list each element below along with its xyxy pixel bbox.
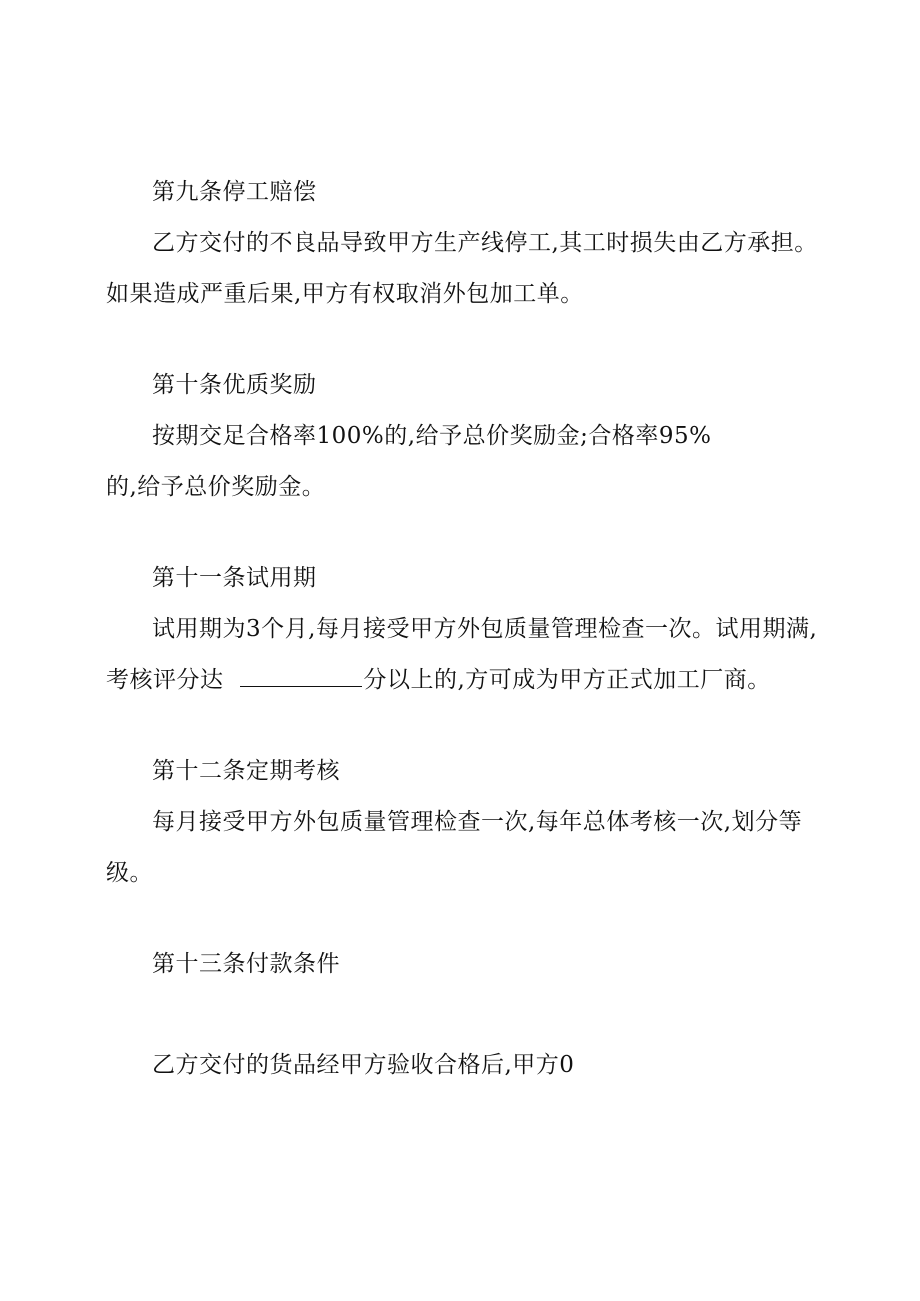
blank-suffix-text: 分以上的,方可成为甲方正式加工厂商。 <box>363 667 771 693</box>
fill-in-blank <box>240 666 362 687</box>
paragraph-line: 每月接受甲方外包质量管理检查一次,每年总体考核一次,划分等 <box>152 809 803 835</box>
paragraph-line: 的,给予总价奖励金。 <box>106 474 326 500</box>
paragraph-line: 乙方交付的货品经甲方验收合格后,甲方0 <box>152 1052 575 1078</box>
article-heading: 第九条停工赔偿 <box>152 179 317 205</box>
blank-prefix-text: 考核评分达 <box>106 667 224 693</box>
paragraph-line: 按期交足合格率100%的,给予总价奖励金;合格率95% <box>152 423 712 449</box>
paragraph-line: 试用期为3个月,每月接受甲方外包质量管理检查一次。试用期满, <box>152 616 818 642</box>
article-heading: 第十一条试用期 <box>152 565 317 591</box>
article-heading: 第十二条定期考核 <box>152 758 340 784</box>
article-heading: 第十三条付款条件 <box>152 951 340 977</box>
paragraph-line: 乙方交付的不良品导致甲方生产线停工,其工时损失由乙方承担。 <box>152 230 818 256</box>
paragraph-line: 级。 <box>106 860 153 886</box>
paragraph-line: 如果造成严重后果,甲方有权取消外包加工单。 <box>106 281 584 307</box>
article-heading: 第十条优质奖励 <box>152 372 317 398</box>
paragraph-line-with-blank <box>106 665 771 695</box>
